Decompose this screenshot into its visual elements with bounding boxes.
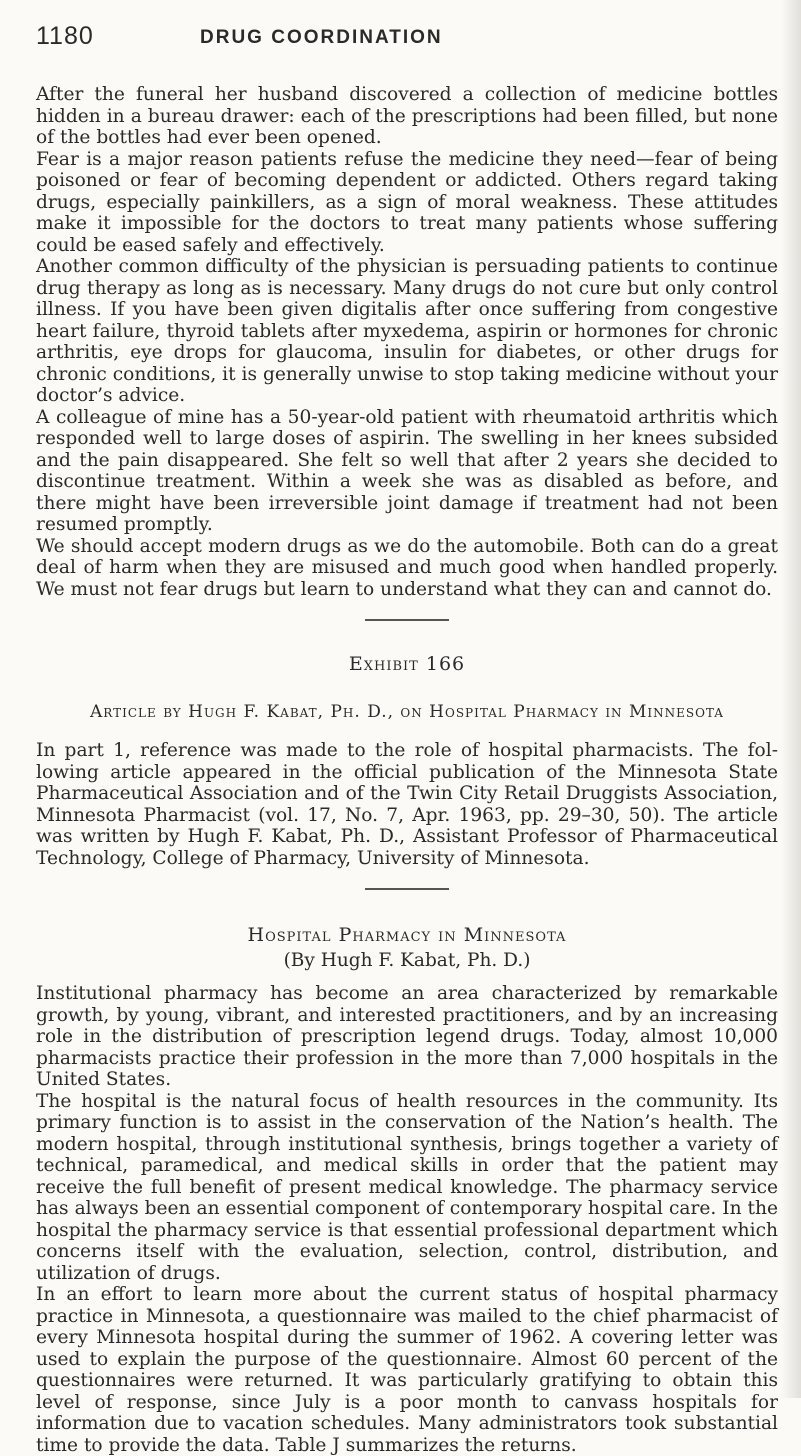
section-divider xyxy=(365,888,449,890)
article-byline: (By Hugh F. Kabat, Ph. D.) xyxy=(283,950,531,971)
exhibit-title: Exhibit 166 xyxy=(348,653,466,675)
page-edge-shadow xyxy=(781,0,801,1398)
page-number: 1180 xyxy=(36,22,94,50)
body-paragraph: A colleague of mine has a 50-year-old patient with rheumatoid arthritis which responded well to large doses of aspirin. The swelling in her knees subsided and the pain disappeared. She felt so well that after 2 years she decided to discontinue treatment. Within a week she was as disabled as before, and there might have been irreversible joint damage if treatment had not been resumed promptly. xyxy=(36,406,778,535)
body-paragraph: Institutional pharmacy has become an area characterized by remarkable growth, by young, vibrant, and interested practitioners, and by an increasing role in the distribution of prescription legend drugs. Today, almost 10,000 pharmacists practice their profession in the more than 7,000 hospitals in the United States. xyxy=(36,983,778,1090)
body-paragraph: The hospital is the natural focus of health resources in the community. Its primary function is to assist in the conservation of the Nation’s health. The modern hospital, through institutional synthesis, brings together a variety of technical, paramedical, and medical skills in order that the patient may receive the full benefit of present medical knowledge. The pharmacy service has always been an essential component of contemporary hospital care. In the hospital the pharmacy service is that essential professional department which concerns itself with the evaluation, selection, control, distribution, and utilization of drugs. xyxy=(36,1090,778,1284)
body-paragraph: Fear is a major reason patients refuse the medicine they need—fear of being poisoned or fear of becoming dependent or addicted. Others regard taking drugs, especially painkillers, as a sign of moral weakness. These attitudes make it impossible for the doctors to treat many patients whose suffering could be eased safely and effectively. xyxy=(36,148,778,256)
body-paragraph: After the funeral her husband discovered a collection of medicine bottles hidden in a bureau drawer: each of the prescriptions had been filled, but none of the bottles had ever been opened. xyxy=(36,84,778,148)
running-head: DRUG COORDINATION xyxy=(200,27,443,48)
body-paragraph: Another common difficulty of the physician is persuading patients to continue drug therapy as long as is necessary. Many drugs do not cure but only control illness. If you have been given digitalis after once suffering from congestive heart failure, thyroid tablets after myxedema, aspirin or hormones for chronic arthritis, eye drops for glaucoma, insulin for diabetes, or other drugs for chronic conditions, it is generally unwise to stop taking medicine without your doctor’s advice. xyxy=(36,256,778,406)
intro-paragraph: In part 1, reference was made to the role of hospital pharmacists. The following article appeared in the official publication of the Minnesota State Pharmaceutical Association and of the Twin City Retail Druggists Association, Minnesota Pharmacist (vol. 17, No. 7, Apr. 1963, pp. 29–30, 50). The article was written by Hugh F. Kabat, Ph. D., Assistant Professor of Pharmaceutical Technology, College of Pharmacy, University of Minnesota. xyxy=(36,740,778,869)
document-page xyxy=(36,20,778,1456)
body-paragraph: We should accept modern drugs as we do the automobile. Both can do a great deal of harm when they are misused and much good when handled properly. We must not fear drugs but learn to understand what they can and cannot do. xyxy=(36,535,778,600)
section-divider xyxy=(365,619,449,621)
page-header xyxy=(36,20,778,60)
article-title: Hospital Pharmacy in Minnesota xyxy=(247,924,567,946)
body-paragraph: In an effort to learn more about the current status of hospital pharmacy practice in Minnesota, a questionnaire was mailed to the chief pharmacist of every Minnesota hospital during the summer of 1962. A covering letter was used to explain the purpose of the questionnaire. Almost 60 percent of the questionnaires were returned. It was particularly gratifying to obtain this level of response, since July is a poor month to canvass hospitals for information due to vacation schedules. Many administrators took substantial time to provide the data. Table J summarizes the returns. xyxy=(36,1284,778,1456)
article-attribution: Article by Hugh F. Kabat, Ph. D., on Hospital Pharmacy in Minnesota xyxy=(90,702,724,722)
